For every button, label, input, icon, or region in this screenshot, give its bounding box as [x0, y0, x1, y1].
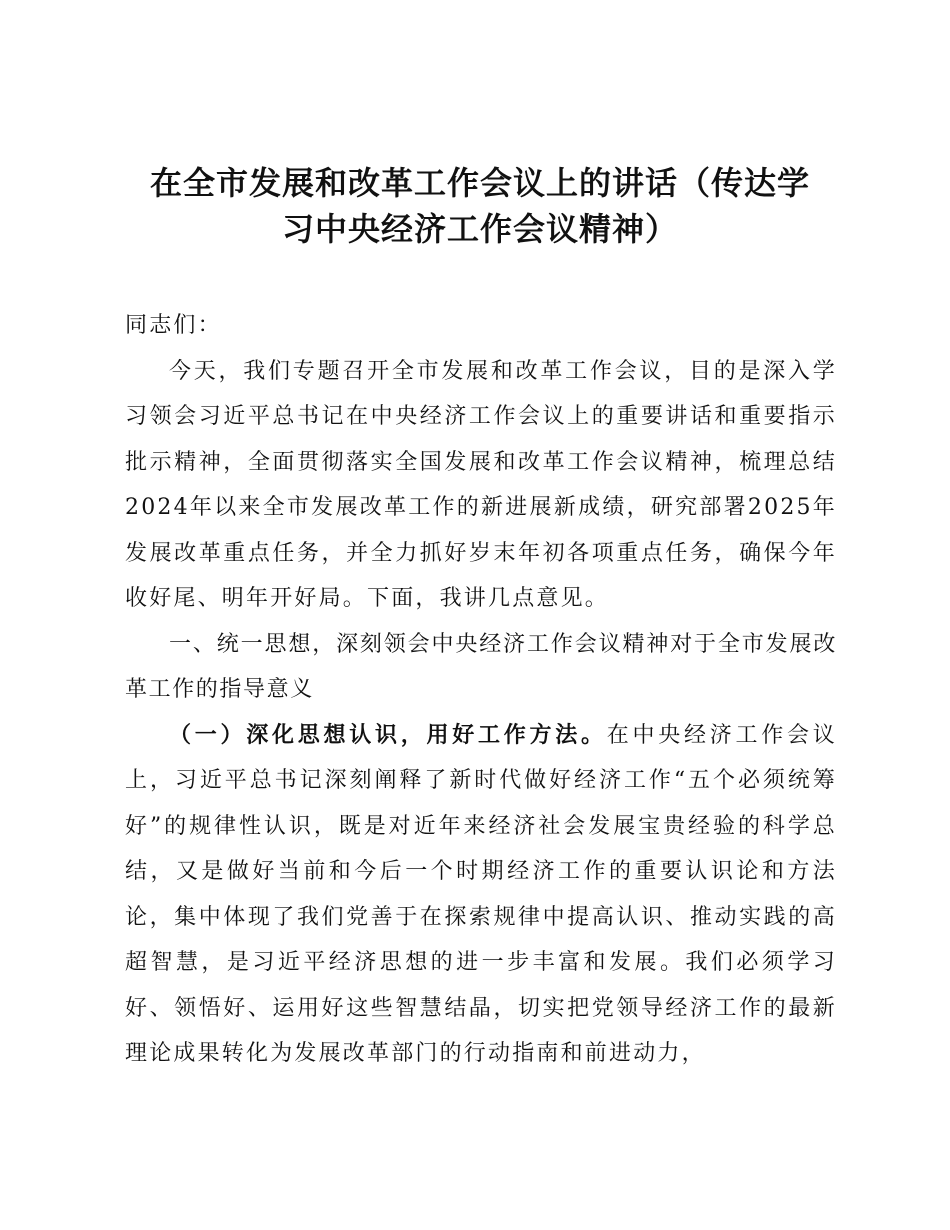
title-line-1: 在全市发展和改革工作会议上的讲话（传达学 [149, 164, 810, 202]
title-line-2: 习中央经济工作会议精神） [281, 210, 678, 248]
subsection-body: 在中央经济工作会议上，习近平总书记深刻阐释了新时代做好经济工作“五个必须统筹好”的规律性认识，既是对近年来经济社会发展宝贵经验的科学总结，又是做好当前和今后一个时期经济工作的重要认识论和方法论，集中体现了我们党善于在探索规律中提高认识、推动实践的高超智慧，是习近平经济思想的进一步丰富和发展。我们必须学习好、领悟好、运用好这些智慧结晶，切实把党领导经济工作的最新理论成果转化为发展改革部门的行动指南和前进动力， [125, 722, 837, 1066]
subsection-paragraph-1 [125, 713, 837, 1077]
subsection-lead: （一）深化思想认识，用好工作方法。 [169, 721, 607, 748]
document-body [125, 303, 837, 1077]
intro-paragraph: 今天，我们专题召开全市发展和改革工作会议，目的是深入学习领会习近平总书记在中央经济工作会议上的重要讲话和重要指示批示精神，全面贯彻落实全国发展和改革工作会议精神，梳理总结2024年以来全市发展改革工作的新进展新成绩，研究部署2025年发展改革重点任务，并全力抓好岁末年初各项重点任务，确保今年收好尾、明年开好局。下面，我讲几点意见。 [125, 358, 837, 611]
document-title [120, 160, 840, 252]
salutation: 同志们： [125, 313, 222, 338]
section-heading-1: 一、统一思想，深刻领会中央经济工作会议精神对于全市发展改革工作的指导意义 [125, 631, 837, 702]
